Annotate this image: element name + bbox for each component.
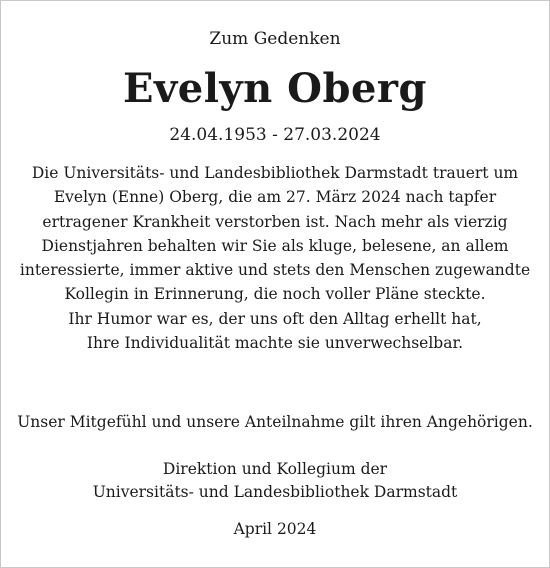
body-line: Ihr Humor war es, der uns oft den Alltag erhellt hat,: [68, 309, 482, 328]
body-line: interessierte, immer aktive und stets den Menschen zugewandte: [19, 261, 531, 280]
body-line: Kollegin in Erinnerung, die noch voller Pläne steckte.: [64, 285, 486, 304]
notice-heading: Zum Gedenken: [209, 29, 341, 49]
body-line: Ihre Individualität machte sie unverwechselbar.: [86, 334, 464, 353]
body-line: Evelyn (Enne) Oberg, die am 27. März 2024 nach tapfer: [53, 188, 497, 207]
signature-block: [0, 458, 550, 504]
signature-line: Universitäts- und Landesbibliothek Darmstadt: [92, 483, 458, 501]
sympathy-line: Unser Mitgefühl und unsere Anteilnahme gilt ihren Angehörigen.: [17, 413, 533, 431]
notice-body: [0, 161, 550, 355]
date-signed: April 2024: [233, 520, 317, 538]
signature-line: Direktion und Kollegium der: [162, 460, 388, 478]
deceased-name: Evelyn Oberg: [123, 65, 427, 112]
body-line: Die Universitäts- und Landesbibliothek Darmstadt trauert um: [31, 164, 519, 182]
body-line: Dienstjahren behalten wir Sie als kluge, belesene, an allem: [41, 236, 509, 255]
body-line: ertragener Krankheit verstorben ist. Nach mehr als vierzig: [42, 212, 508, 231]
life-dates: 24.04.1953 - 27.03.2024: [169, 125, 381, 145]
